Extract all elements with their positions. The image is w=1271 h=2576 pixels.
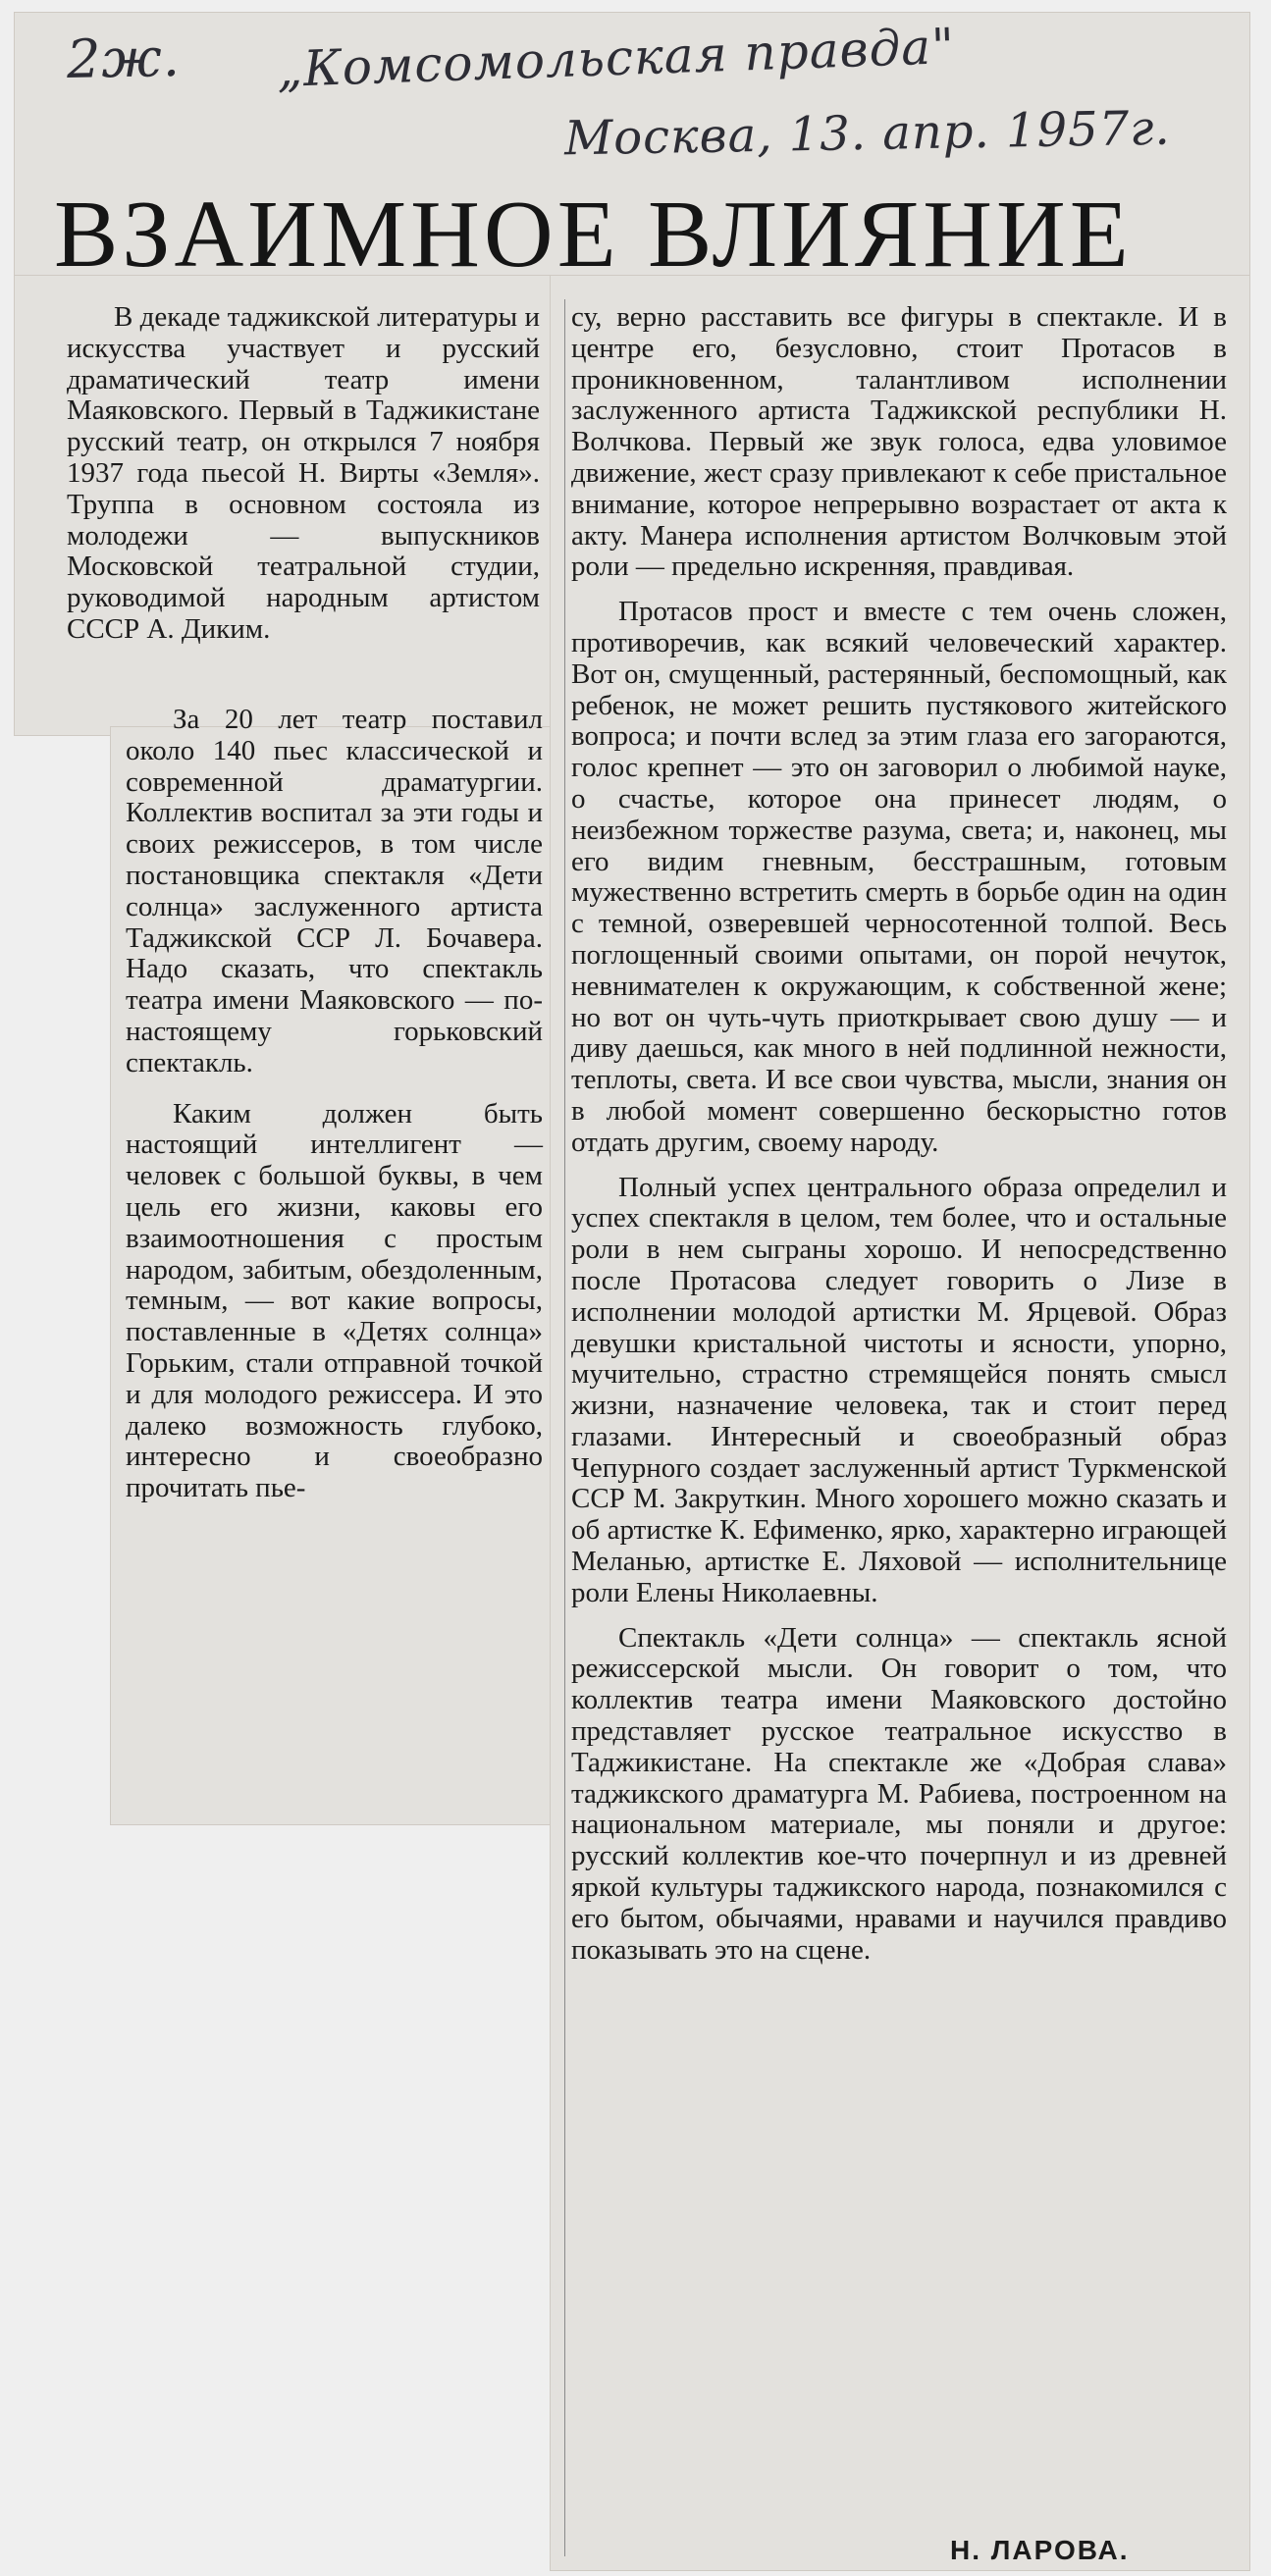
paragraph: В декаде таджикской литературы и искусства участвует и русский драматический театр имени Маяковского. Первый в Таджикистане русский театр, он открылся 7 ноября 1937 года пьесой Н. Вирты «Земля». Труппа в основном состояла из молодежи — выпускников Московской театральной студии, руководимой народным артистом СССР А. Диким. (67, 301, 540, 645)
handwritten-note-newspaper: „Комсомольская правда" (276, 17, 956, 99)
paragraph: Спектакль «Дети солнца» — спектакль ясной режиссерской мысли. Он говорит о том, что коллектив театра имени Маяковского достойно представляет русское театральное искусство в Таджикистане. На спектакле же «Добрая слава» таджикского драматурга М. Рабиева, построенном на национальном материале, мы поняли и другое: русский коллектив кое-что почерпнул и из древней яркой культуры таджикского народа, познакомился с его бытом, обычаями, нравами и научился правдиво показывать это на сцене. (571, 1621, 1227, 1966)
paragraph: За 20 лет театр поставил около 140 пьес классической и современной драматургии. Коллектив воспитал за эти годы и своих режиссеров, в том числе постановщика спектакля «Дети солнца» заслуженного артиста Таджикской ССР Л. Бочавера. Надо сказать, что спектакль театра имени Маяковского — по-настоящему горьковский спектакль. (126, 704, 543, 1078)
handwritten-note-place-date: Москва, 13. апр. 1957г. (563, 100, 1172, 167)
paragraph: Каким должен быть настоящий интеллигент — человек с большой буквы, в чем цель его жизни, каковы его взаимоотношения с простым народом, забитым, обездоленным, темным, — вот какие вопросы, поставленные в «Детях солнца» Горьким, стали отправной точкой и для молодого режиссера. И это далеко возможность глубоко, интересно и своеобразно прочитать пье- (126, 1097, 543, 1504)
paragraph: су, верно расставить все фигуры в спектакле. И в центре его, безусловно, стоит Протасов в проникновенном, талантливом исполнении заслуженного артиста Таджикской республики Н. Волчкова. Первый же звук голоса, едва уловимое движение, жест сразу привлекают к себе пристальное внимание, которое непрерывно возрастает от акта к акту. Манера исполнения артистом Волчковым этой роли — предельно искренняя, правдивая. (571, 301, 1227, 583)
paragraph: Полный успех центрального образа определил и успех спектакля в целом, тем более, что и остальные роли в нем сыграны хорошо. И непосредственно после Протасова следует говорить о Лизе в исполнении молодой артистки М. Ярцевой. Образ девушки кристальной чистоты и ясности, упорно, мучительно, страстно стремящейся понять смысл жизни, назначение человека, так и стоит перед глазами. Интересный и своеобразный образ Чепурного создает заслуженный артист Туркменской ССР М. Закруткин. Много хорошего можно сказать и об артистке К. Ефименко, ярко, характерно играющей Меланью, артистке Е. Ляховой — исполнительнице роли Елены Николаевны. (571, 1171, 1227, 1608)
paragraph: Протасов прост и вместе с тем очень сложен, противоречив, как всякий человеческий характер. Вот он, смущенный, растерянный, беспомощный, как ребенок, не может решить пустякового житейского вопроса; и почти вслед за этим глаза его загораются, голос крепнет — это он заговорил о любимой науке, о счастье, которое она принесет людям, о неизбежном торжестве разума, света; и, наконец, мы его видим гневным, бесстрашным, готовым мужественно встретить смерть в борьбе один на один с темной, озверевшей черносотенной толпой. Весь поглощенный своими опытами, он порой нечуток, невнимателен к окружающим, к собственной жене; но вот он чуть-чуть приоткрывает свою душу — и диву даешься, как много в ней подлинной нежности, теплоты, света. И все свои чувства, мысли, знания он в любой момент совершенно бескорыстно готов отдать другим, своему народу. (571, 596, 1227, 1158)
article-column-left-bottom (126, 705, 543, 1512)
article-headline: ВЗАИМНОЕ ВЛИЯНИЕ (54, 182, 1133, 288)
author-signature: Н. ЛАРОВА. (950, 2535, 1130, 2565)
handwritten-note-number: 2ж. (66, 26, 182, 91)
article-column-right (571, 302, 1227, 1973)
article-column-left-top (67, 302, 540, 654)
column-divider (564, 299, 565, 2556)
